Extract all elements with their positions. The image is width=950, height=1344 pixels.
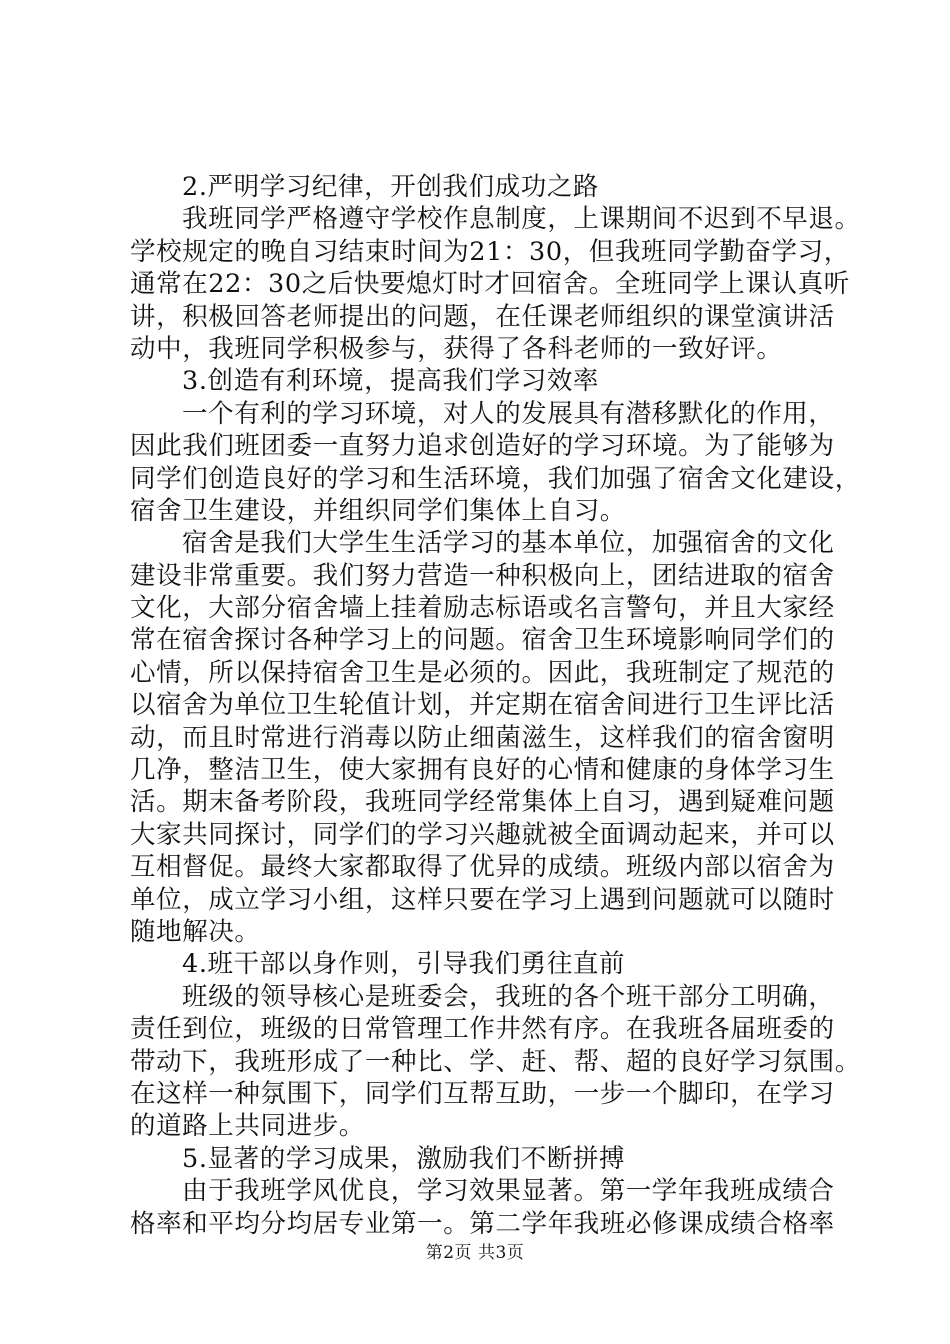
text-line: 我班同学严格遵守学校作息制度，上课期间不迟到不早退。 (182, 204, 861, 235)
text-line: 以宿舍为单位卫生轮值计划，并定期在宿舍间进行卫生评比活 (130, 690, 835, 721)
text-line: 常在宿舍探讨各种学习上的问题。宿舍卫生环境影响同学们的 (130, 625, 835, 656)
text-line: 5.显著的学习成果，激励我们不断拼搏 (182, 1143, 626, 1174)
text-line: 一个有利的学习环境，对人的发展具有潜移默化的作用， (182, 398, 835, 429)
text-line: 文化，大部分宿舍墙上挂着励志标语或名言警句，并且大家经 (130, 593, 835, 624)
text-line: 4.班干部以身作则，引导我们勇往直前 (182, 949, 626, 980)
text-line: 随地解决。 (130, 916, 261, 947)
text-line: 几净，整洁卫生，使大家拥有良好的心情和健康的身体学习生 (130, 755, 835, 786)
text-line: 宿舍卫生建设，并组织同学们集体上自习。 (130, 495, 626, 526)
text-line: 3.创造有利环境，提高我们学习效率 (182, 366, 600, 397)
text-line: 讲，积极回答老师提出的问题，在任课老师组织的课堂演讲活 (130, 301, 835, 332)
text-line: 在这样一种氛围下，同学们互帮互助，一步一个脚印，在学习 (130, 1078, 835, 1109)
text-line: 动中，我班同学积极参与，获得了各科老师的一致好评。 (130, 333, 783, 364)
text-line: 的道路上共同进步。 (130, 1111, 365, 1142)
text-line: 学校规定的晚自习结束时间为21：30，但我班同学勤奋学习， (130, 236, 850, 267)
text-line: 责任到位，班级的日常管理工作井然有序。在我班各届班委的 (130, 1014, 835, 1045)
text-line: 活。期末备考阶段，我班同学经常集体上自习，遇到疑难问题 (130, 787, 835, 818)
text-line: 宿舍是我们大学生生活学习的基本单位，加强宿舍的文化 (182, 528, 835, 559)
text-line: 2.严明学习纪律，开创我们成功之路 (182, 172, 600, 202)
document-body (130, 171, 861, 1240)
text-line: 因此我们班团委一直努力追求创造好的学习环境。为了能够为 (130, 431, 835, 462)
text-line: 格率和平均分均居专业第一。第二学年我班必修课成绩合格率 (130, 1208, 835, 1239)
text-line: 建设非常重要。我们努力营造一种积极向上，团结进取的宿舍 (130, 560, 835, 591)
text-line: 互相督促。最终大家都取得了优异的成绩。班级内部以宿舍为 (130, 852, 835, 883)
page-footer: 第2页 共3页 (425, 1243, 525, 1263)
text-line: 由于我班学风优良，学习效果显著。第一学年我班成绩合 (182, 1176, 835, 1207)
text-line: 大家共同探讨，同学们的学习兴趣就被全面调动起来，并可以 (130, 819, 835, 850)
text-line: 单位，成立学习小组，这样只要在学习上遇到问题就可以随时 (130, 884, 835, 915)
text-line: 心情，所以保持宿舍卫生是必须的。因此，我班制定了规范的 (130, 657, 835, 688)
text-line: 带动下，我班形成了一种比、学、赶、帮、超的良好学习氛围。 (130, 1046, 861, 1077)
text-line: 通常在22：30之后快要熄灯时才回宿舍。全班同学上课认真听 (130, 269, 850, 300)
text-line: 班级的领导核心是班委会，我班的各个班干部分工明确， (182, 981, 835, 1012)
text-line: 动，而且时常进行消毒以防止细菌滋生，这样我们的宿舍窗明 (130, 722, 835, 753)
text-line: 同学们创造良好的学习和生活环境，我们加强了宿舍文化建设， (130, 463, 861, 494)
